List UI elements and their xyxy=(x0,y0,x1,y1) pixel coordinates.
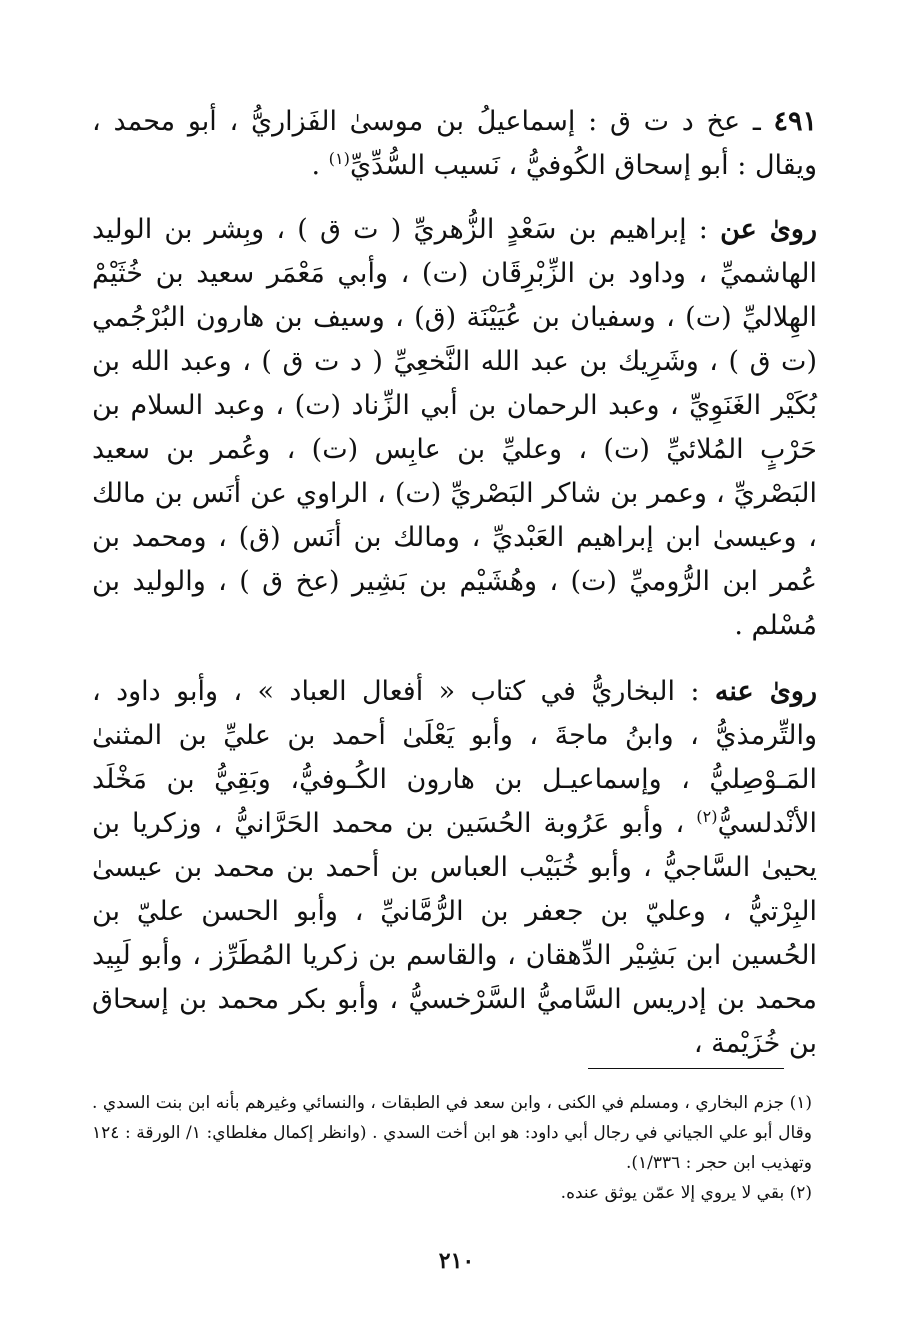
footnote-ref-2: (٢) xyxy=(696,807,718,826)
narrated-from-paragraph xyxy=(92,208,817,648)
footnote-1: (١) جزم البخاري ، ومسلم في الكنى ، وابن سعد في الطبقات ، والنسائي وغيرهم بأنه ابن بنت السدي . وقال أبو علي الجياني في رجال أبي داود: هو ابن أخت السدي . (وانظر إكمال مغلطاي: ١/ الورقة : ١٢٤ وتهذيب ابن حجر : ١/٣٣٦). xyxy=(92,1093,812,1173)
footnotes xyxy=(92,1088,812,1208)
footnote-2: (٢) بقي لا يروي إلا عمّن يوثق عنده. xyxy=(560,1183,812,1203)
main-text xyxy=(92,100,817,1088)
entry-heading xyxy=(92,100,817,188)
narrated-by-text-2: ، وأبو عَرُوبة الحُسَين بن محمد الحَرَّانيُّ ، وزكريا بن يحيىٰ السَّاجيُّ ، وأبو خُبَيْب العباس بن أحمد بن محمد بن عيسىٰ البِرْتيُّ ، وعليّ بن جعفر بن الرُّمَّانيِّ ، وأبو الحسن عليّ بن الحُسين ابن بَشِيْر الدِّهقان ، والقاسم بن زكريا المُطَرِّز ، وأبو لَبِيد محمد بن إدريس السَّاميُّ السَّرْخسيُّ ، وأبو بكر محمد بن إسحاق بن خُزَيْمة ، xyxy=(92,808,817,1059)
narrated-from-text: : إبراهيم بن سَعْدٍ الزُّهريِّ ( ت ق ) ، وبِشر بن الوليد الهاشميِّ ، وداود بن الزِّبْرِقَان (ت) ، وأبي مَعْمَر سعيد بن خُثَيْمْ الهِلاليِّ (ت) ، وسفيان بن عُيَيْنَة (ق) ، وسيف بن هارون البُرْجُمي (ت ق ) ، وشَرِيك بن عبد الله النَّخعِيِّ ( د ت ق ) ، وعبد الله بن بُكَيْر الغَنَوِيِّ ، وعبد الرحمان بن أبي الزِّناد (ت) ، وعبد السلام بن حَرْبٍ المُلائيِّ (ت) ، وعليِّ بن عابِس (ت) ، وعُمر بن سعيد البَصْريِّ ، وعمر بن شاكر البَصْريِّ (ت) ، الراوي عن أنَس بن مالك ، وعيسىٰ ابن إبراهيم العَبْديِّ ، ومالك بن أنَس (ق) ، ومحمد بن عُمر ابن الرُّوميِّ (ت) ، وهُشَيْم بن بَشِير (عخ ق ) ، والوليد بن مُسْلم . xyxy=(92,214,817,641)
narrated-by-paragraph xyxy=(92,670,817,1066)
narrated-by-text-1: : البخاريُّ في كتاب « أفعال العباد » ، وأبو داود ، والتِّرمذيُّ ، وابنُ ماجةَ ، وأبو يَعْلَىٰ أحمد بن عليِّ بن المثنىٰ المَـوْصِليُّ ، وإسماعيـل بن هارون الكُـوفيُّ، وبَقِيُّ بن مَخْلَد الأنْدلسيُّ xyxy=(92,676,817,839)
page-number: ٢١٠ xyxy=(438,1248,475,1274)
entry-heading-text: ـ عخ د ت ق : إسماعيلُ بن موسىٰ الفَزاريُّ ، أبو محمد ، ويقال : أبو إسحاق الكُوفيُّ ، نَسيب السُّدِّيِّ xyxy=(92,106,817,181)
entry-heading-end: . xyxy=(311,150,329,181)
entry-number: ٤٩١ xyxy=(773,106,817,137)
narrated-by-label: روىٰ عنه xyxy=(714,676,818,707)
narrated-from-label: روىٰ عن xyxy=(720,214,817,245)
footnote-ref-1: (١) xyxy=(328,149,350,168)
footnote-separator xyxy=(588,1068,784,1069)
